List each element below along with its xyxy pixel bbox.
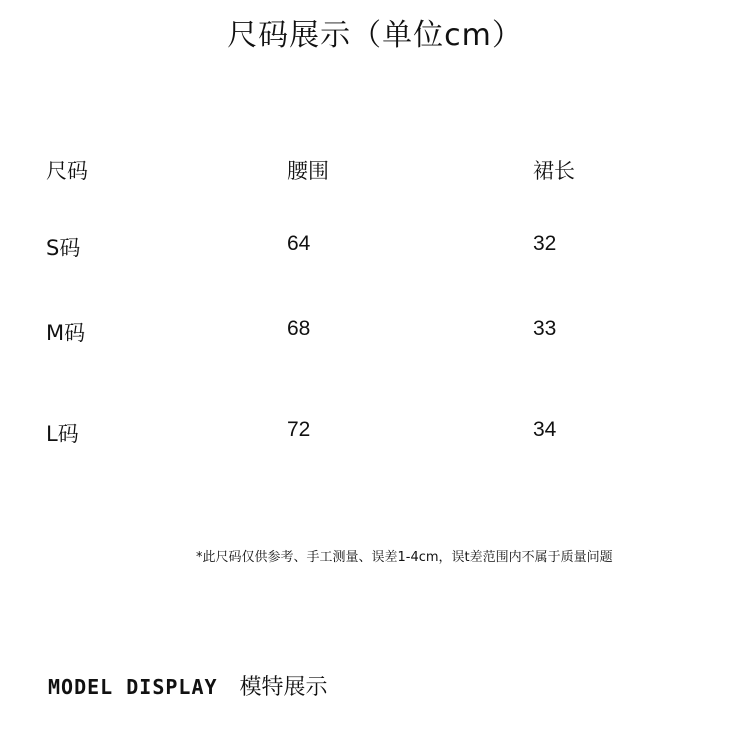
row-l-length: 34 [533, 418, 557, 441]
header-length: 裙长 [533, 159, 575, 183]
row-m-length: 33 [533, 317, 557, 340]
header-waist: 腰围 [287, 159, 329, 183]
row-s-waist: 64 [287, 232, 311, 255]
model-display-chinese: 模特展示 [239, 675, 328, 700]
row-m-size: M码 [46, 321, 86, 345]
model-display-heading [48, 670, 328, 701]
row-s-size: S码 [46, 236, 81, 260]
row-m-waist: 68 [287, 317, 311, 340]
row-l-size: L码 [46, 422, 79, 446]
page-title: 尺码展示（单位cm） [227, 18, 523, 53]
row-l-waist: 72 [287, 418, 311, 441]
measurement-note: *此尺码仅供参考、手工测量、误差1-4cm，误t差范围内不属于质量问题 [196, 550, 613, 565]
model-display-english: MODEL DISPLAY [48, 675, 218, 699]
row-s-length: 32 [533, 232, 557, 255]
header-size: 尺码 [46, 159, 88, 183]
